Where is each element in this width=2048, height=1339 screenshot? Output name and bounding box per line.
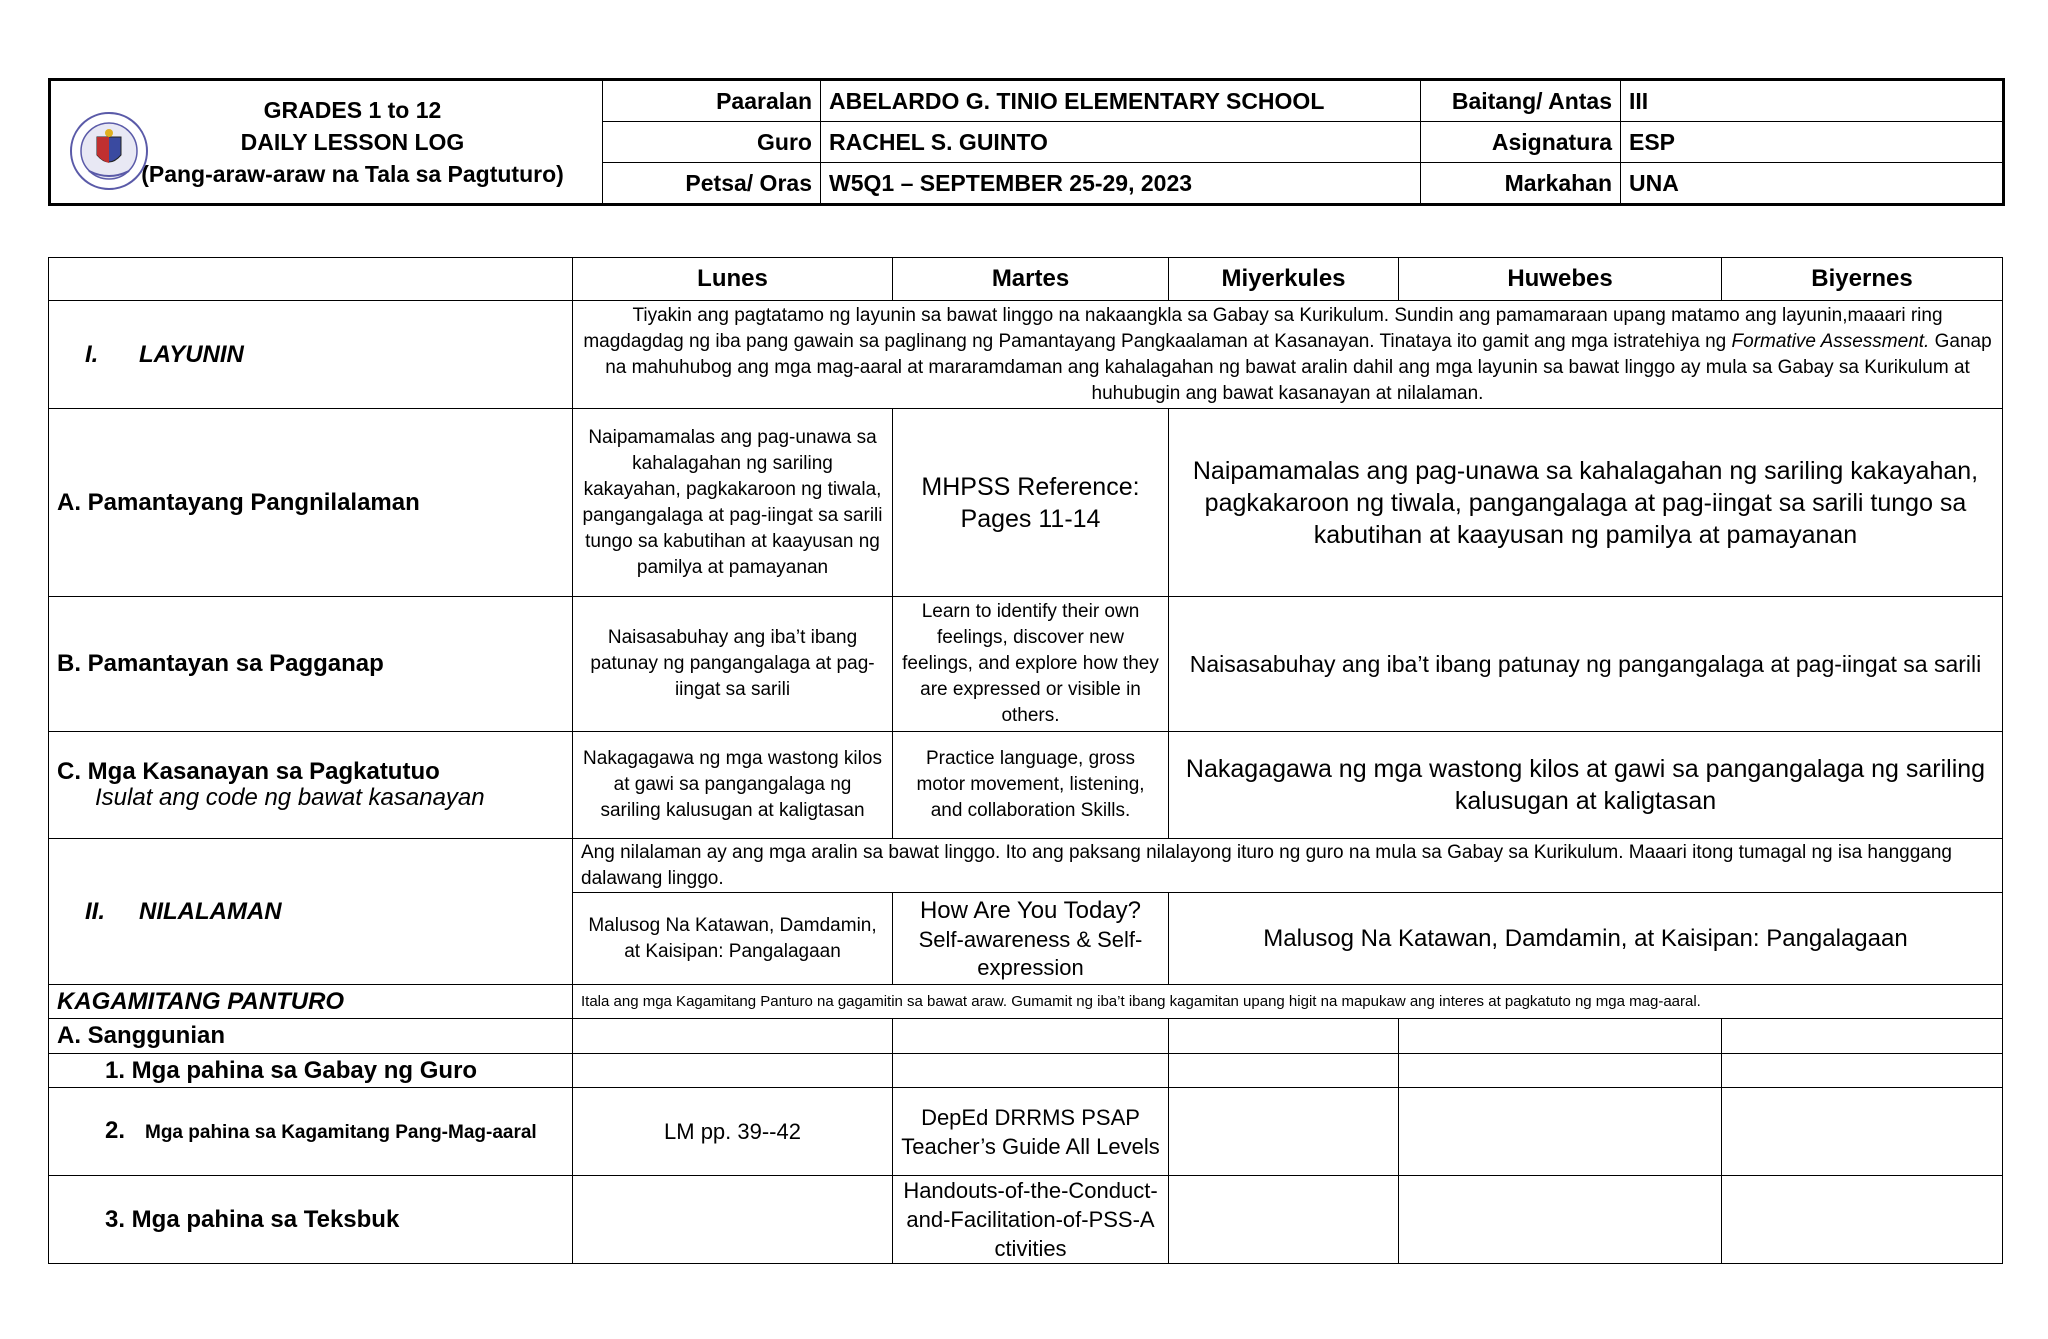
pangnilalaman-rest: Naipamamalas ang pag-unawa sa kahalagahan ng sariling kakayahan, pagkakaroon ng tiwala, pangangalaga at pag-iingat sa sarili tungo sa kabutihan at kaayusan ng pamilya at pamayanan xyxy=(1169,409,2003,597)
day-header-huwebes: Huwebes xyxy=(1399,258,1722,301)
kasanayan-rest: Nakagagawa ng mga wastong kilos at gawi sa pangangalaga ng sariling kalusugan at kaligtasan xyxy=(1169,732,2003,839)
nilalaman-martes xyxy=(893,893,1169,985)
kagamitan-label: KAGAMITANG PANTURO xyxy=(49,985,573,1019)
layunin-number: I. xyxy=(85,340,99,368)
sanggunian-label: A. Sanggunian xyxy=(49,1019,573,1054)
pangnilalaman-lunes: Naipamamalas ang pag-unawa sa kahalagahan ng sariling kakayahan, pagkakaroon ng tiwala, pangangalaga at pag-iingat sa sarili tungo sa kabutihan at kaayusan ng pamilya at pamayanan xyxy=(573,409,893,597)
sanggunian-huwebes xyxy=(1399,1019,1722,1054)
kagamitang-mag-aaral-number: 2. xyxy=(105,1116,126,1144)
gabay-guro-lunes xyxy=(573,1054,893,1088)
pamantayang-pangnilalaman-label: A. Pamantayang Pangnilalaman xyxy=(49,409,573,597)
sanggunian-miyerkules xyxy=(1169,1019,1399,1054)
pagganap-martes: Learn to identify their own feelings, discover new feelings, and explore how they are expressed or visible in others. xyxy=(893,597,1169,732)
pangnilalaman-martes: MHPSS Reference: Pages 11-14 xyxy=(893,409,1169,597)
layunin-text-b: Ganap na mahuhubog ang mga mag-aaral at mararamdaman ang kahalagahan ng bawat aralin dahil ang mga layunin sa bawat linggo ay mula sa Gabay sa Kurikulum at huhubugin ang bawat kasanayan at nilalaman. xyxy=(605,330,1992,404)
kasanayan-martes: Practice language, gross motor movement, listening, and collaboration Skills. xyxy=(893,732,1169,839)
nilalaman-label: NILALAMAN xyxy=(139,897,282,925)
baitang-label: Baitang/ Antas xyxy=(1421,80,1621,122)
kasanayan-lunes: Nakagagawa ng mga wastong kilos at gawi sa pangangalaga ng sariling kalusugan at kaligtasan xyxy=(573,732,893,839)
gabay-guro-label: 1. Mga pahina sa Gabay ng Guro xyxy=(49,1054,573,1088)
day-header-martes: Martes xyxy=(893,258,1169,301)
guro-value: RACHEL S. GUINTO xyxy=(821,122,1421,163)
title-line-3: (Pang-araw-araw na Tala sa Pagtuturo) xyxy=(141,161,564,187)
kagamitang-mag-aaral-huwebes xyxy=(1399,1088,1722,1176)
deped-seal-icon xyxy=(69,111,149,191)
kagamitang-mag-aaral-martes: DepEd DRRMS PSAP Teacher’s Guide All Levels xyxy=(893,1088,1169,1176)
nilalaman-rest: Malusog Na Katawan, Damdamin, at Kaisipan: Pangalagaan xyxy=(1169,893,2003,985)
nilalaman-label-cell xyxy=(49,839,573,985)
guro-label: Guro xyxy=(603,122,821,163)
kagamitang-mag-aaral-label-cell xyxy=(49,1088,573,1176)
teksbuk-martes: Handouts-of-the-Conduct-and-Facilitation-of-PSS-Activities xyxy=(893,1176,1169,1264)
nilalaman-martes-sub: Self-awareness & Self-expression xyxy=(918,926,1143,980)
gabay-guro-huwebes xyxy=(1399,1054,1722,1088)
teksbuk-huwebes xyxy=(1399,1176,1722,1264)
lesson-log-table xyxy=(48,257,2003,1264)
title-line-1: GRADES 1 to 12 xyxy=(263,97,442,123)
pamantayan-sa-pagganap-label: B. Pamantayan sa Pagganap xyxy=(49,597,573,732)
sanggunian-biyernes xyxy=(1722,1019,2003,1054)
kagamitang-mag-aaral-lunes: LM pp. 39--42 xyxy=(573,1088,893,1176)
sanggunian-martes xyxy=(893,1019,1169,1054)
kagamitang-mag-aaral-miyerkules xyxy=(1169,1088,1399,1176)
baitang-value: III xyxy=(1621,80,2004,122)
petsa-value: W5Q1 – SEPTEMBER 25-29, 2023 xyxy=(821,163,1421,205)
kagamitang-mag-aaral-label: Mga pahina sa Kagamitang Pang-Mag-aaral xyxy=(145,1121,537,1143)
teksbuk-label: 3. Mga pahina sa Teksbuk xyxy=(49,1176,573,1264)
gabay-guro-miyerkules xyxy=(1169,1054,1399,1088)
kagamitang-mag-aaral-biyernes xyxy=(1722,1088,2003,1176)
nilalaman-lunes: Malusog Na Katawan, Damdamin, at Kaisipan: Pangalagaan xyxy=(573,893,893,985)
teksbuk-miyerkules xyxy=(1169,1176,1399,1264)
markahan-value: UNA xyxy=(1621,163,2004,205)
header-table xyxy=(48,78,2005,206)
asignatura-value: ESP xyxy=(1621,122,2004,163)
paaralan-value: ABELARDO G. TINIO ELEMENTARY SCHOOL xyxy=(821,80,1421,122)
layunin-text-a: Tiyakin ang pagtatamo ng layunin sa bawat linggo na nakaangkla sa Gabay sa Kurikulum. Sundin ang pamamaraan upang matamo ang layunin,maaari ring magdagdag ng iba pang gawain sa paglinang ng Pamantayang Pangkaalaman at Kasanayan. Tinataya ito gamit ang mga istratehiya ng xyxy=(583,304,1943,352)
pagganap-rest: Naisasabuhay ang iba’t ibang patunay ng pangangalaga at pag-iingat sa sarili xyxy=(1169,597,2003,732)
day-header-miyerkules: Miyerkules xyxy=(1169,258,1399,301)
day-header-lunes: Lunes xyxy=(573,258,893,301)
kasanayan-label: C. Mga Kasanayan sa Pagkatutuo xyxy=(57,758,440,785)
petsa-label: Petsa/ Oras xyxy=(603,163,821,205)
teksbuk-lunes xyxy=(573,1176,893,1264)
pagganap-lunes: Naisasabuhay ang iba’t ibang patunay ng pangangalaga at pag-iingat sa sarili xyxy=(573,597,893,732)
nilalaman-martes-title: How Are You Today? xyxy=(919,896,1142,924)
title-line-2: DAILY LESSON LOG xyxy=(240,129,465,155)
layunin-text-italic: Formative Assessment. xyxy=(1731,330,1930,352)
nilalaman-intro: Ang nilalaman ay ang mga aralin sa bawat linggo. Ito ang paksang nilalayong ituro ng guro na mula sa Gabay sa Kurikulum. Maaari itong tumagal ng isa hanggang dalawang linggo. xyxy=(573,839,2003,893)
kasanayan-sub: Isulat ang code ng bawat kasanayan xyxy=(95,784,485,811)
day-header-biyernes: Biyernes xyxy=(1722,258,2003,301)
layunin-label-cell xyxy=(49,301,573,409)
layunin-text xyxy=(573,301,2003,409)
paaralan-label: Paaralan xyxy=(603,80,821,122)
teksbuk-biyernes xyxy=(1722,1176,2003,1264)
corner-cell xyxy=(49,258,573,301)
layunin-label: LAYUNIN xyxy=(139,340,244,368)
nilalaman-number: II. xyxy=(85,897,106,925)
kasanayan-label-cell xyxy=(49,732,573,839)
gabay-guro-martes xyxy=(893,1054,1169,1088)
kagamitan-note: Itala ang mga Kagamitang Panturo na gagamitin sa bawat araw. Gumamit ng iba’t ibang kagamitan upang higit na mapukaw ang interes at pagkatuto ng mga mag-aaral. xyxy=(573,985,2003,1019)
gabay-guro-biyernes xyxy=(1722,1054,2003,1088)
asignatura-label: Asignatura xyxy=(1421,122,1621,163)
markahan-label: Markahan xyxy=(1421,163,1621,205)
header-title-cell xyxy=(50,80,603,205)
sanggunian-lunes xyxy=(573,1019,893,1054)
